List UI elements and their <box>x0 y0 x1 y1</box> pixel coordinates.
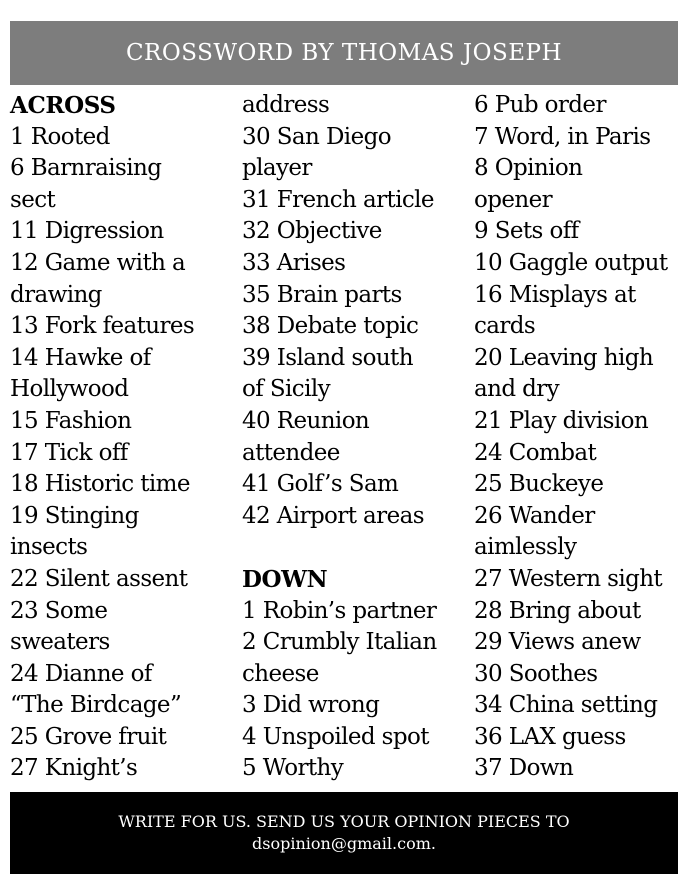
clue-line: 8 Opinion <box>474 155 583 182</box>
crossword-title-banner <box>10 21 678 85</box>
clue-line: 1 Rooted <box>10 123 110 150</box>
clue-line: 34 China setting <box>474 692 658 719</box>
clue-line: 26 Wander <box>474 502 595 529</box>
clue-line: of Sicily <box>242 376 330 403</box>
footer-line-1: WRITE FOR US. SEND US YOUR OPINION PIECES TO <box>118 812 570 831</box>
footer-banner <box>10 792 678 874</box>
clue-line: 6 Barnraising <box>10 155 162 182</box>
clue-line: 14 Hawke of <box>10 344 151 371</box>
clue-line: 24 Combat <box>474 439 597 466</box>
clue-line: 31 French article <box>242 186 434 213</box>
spacer <box>242 532 470 564</box>
clue-line: and dry <box>474 376 560 403</box>
clue-line: 21 Play division <box>474 407 649 434</box>
clue-line: 41 Golf’s Sam <box>242 471 399 498</box>
clue-line: 27 Western sight <box>474 565 663 592</box>
clue-line: 38 Debate topic <box>242 313 419 340</box>
clue-line: drawing <box>10 281 102 308</box>
clue-line: 22 Silent assent <box>10 565 188 592</box>
clue-line: 5 Worthy <box>242 755 344 782</box>
clue-line: 36 LAX guess <box>474 723 626 750</box>
clue-line: 37 Down <box>474 755 574 782</box>
clue-line: 12 Game with a <box>10 249 186 276</box>
clue-line: attendee <box>242 439 340 466</box>
clue-line: 23 Some <box>10 597 108 624</box>
clue-line: 11 Digression <box>10 218 164 245</box>
clue-line: 9 Sets off <box>474 218 579 245</box>
clue-line: 6 Pub order <box>474 92 606 118</box>
clue-line: 1 Robin’s partner <box>242 597 437 624</box>
clue-line: Hollywood <box>10 376 129 403</box>
clue-line: 4 Unspoiled spot <box>242 723 429 750</box>
clue-line: 33 Arises <box>242 249 346 276</box>
clue-line: 42 Airport areas <box>242 502 424 529</box>
clue-line: sweaters <box>10 629 110 656</box>
section-heading: DOWN <box>242 565 328 593</box>
clue-line: cards <box>474 313 536 340</box>
footer-email: dsopinion@gmail.com. <box>252 834 436 853</box>
clue-line: 35 Brain parts <box>242 281 402 308</box>
clue-line: 30 Soothes <box>474 660 598 687</box>
clue-line: 30 San Diego <box>242 123 391 150</box>
clue-column-1 <box>10 90 238 785</box>
clue-line: 25 Grove fruit <box>10 723 167 750</box>
clue-column-2 <box>242 90 470 785</box>
clue-line: 28 Bring about <box>474 597 641 624</box>
clue-line: player <box>242 155 312 182</box>
clue-line: cheese <box>242 660 319 687</box>
clue-line: aimlessly <box>474 534 577 561</box>
clue-line: “The Birdcage” <box>10 692 182 719</box>
clue-line: 13 Fork features <box>10 313 195 340</box>
clue-line: opener <box>474 186 553 213</box>
clue-line: 19 Stinging <box>10 502 139 529</box>
clue-line: sect <box>10 186 56 213</box>
clue-line: 24 Dianne of <box>10 660 152 687</box>
clue-line: 17 Tick off <box>10 439 128 466</box>
clue-line: 20 Leaving high <box>474 344 654 371</box>
clue-line: 10 Gaggle output <box>474 249 668 276</box>
clue-line: 15 Fashion <box>10 407 132 434</box>
clue-line: 40 Reunion <box>242 407 370 434</box>
clue-line: 29 Views anew <box>474 629 641 656</box>
clue-column-3 <box>474 90 686 785</box>
clue-line: 32 Objective <box>242 218 382 245</box>
clue-line: 7 Word, in Paris <box>474 123 651 150</box>
crossword-title: CROSSWORD BY THOMAS JOSEPH <box>125 40 563 66</box>
clue-line: 18 Historic time <box>10 471 190 498</box>
clue-line: 39 Island south <box>242 344 413 371</box>
section-heading: ACROSS <box>10 92 116 119</box>
clue-line: 3 Did wrong <box>242 692 380 719</box>
clue-line: 2 Crumbly Italian <box>242 629 437 656</box>
clue-line: 27 Knight’s <box>10 755 138 782</box>
clue-line: 16 Misplays at <box>474 281 636 308</box>
clue-line: insects <box>10 534 88 561</box>
clue-line: address <box>242 92 330 118</box>
clue-line: 25 Buckeye <box>474 471 604 498</box>
